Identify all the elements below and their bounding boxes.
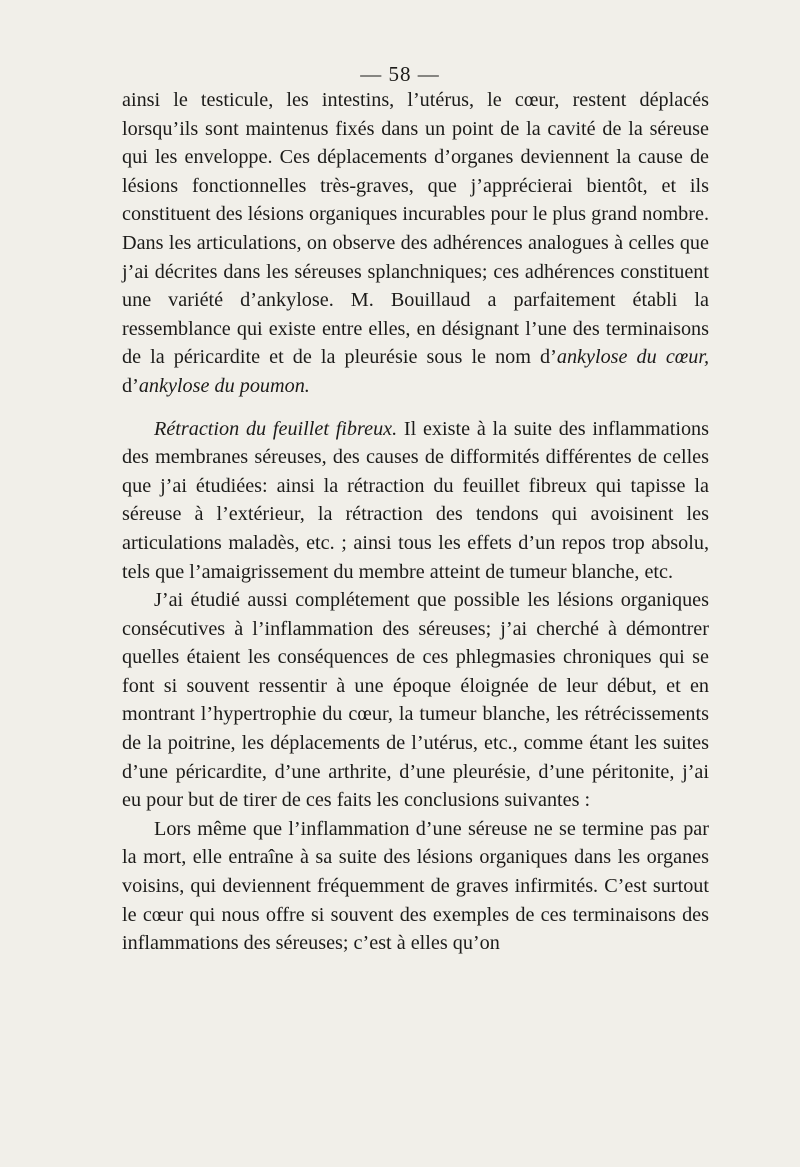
paragraph-text: ainsi le testicule, les intestins, l’utérus, le cœur, restent déplacés lorsqu’ils sont maintenus fixés dans un point de la cavité de la séreuse qui les enveloppe. Ces déplacements d’organes deviennent la cause de lésions fonctionnelles très-graves, que j’apprécierai bientôt, et ils constituent des lésions organiques incurables pour le plus grand nombre. Dans les articulations, on observe des adhérences analogues à celles que j’ai décrites dans les séreuses splanchniques; ces adhérences constituent une variété d’ankylose. M. Bouillaud a parfaitement établi la ressemblance qui existe entre elles, en désignant l’une des terminaisons de la péricardite et de la pleurésie sous le nom d’ [122, 89, 709, 369]
italic-term-ankylose-coeur: ankylose du cœur, [556, 346, 709, 369]
body-text [122, 86, 709, 958]
paragraph-conclusions: Lors même que l’inflammation d’une séreuse ne se termine pas par la mort, elle entraîne à sa suite des lésions organiques dans les organes voisins, qui deviennent fréquemment de graves infirmités. C’est surtout le cœur qui nous offre si souvent des exemples de ces terminaisons des inflammations des séreuses; c’est à elles qu’on [122, 817, 709, 955]
italic-term-ankylose-poumon: ankylose du poumon. [138, 374, 310, 397]
section-heading-retraction: Rétraction du feuillet fibreux. [154, 417, 398, 440]
paragraph-retraction [122, 415, 709, 587]
paragraph-adhesions [122, 86, 709, 401]
page-number: — 58 — [360, 62, 440, 86]
paragraph-text: Il existe à la suite des inflammations des membranes séreuses, des causes de difformités différentes de celles que j’ai étudiées: ainsi la rétraction du feuillet fibreux qui tapisse la séreuse à l’extérieur, la rétraction des tendons qui avoisinent les articulations maladès, etc. ; ainsi tous les effets d’un repos trop absolu, tels que l’amaigrissement du membre atteint de tumeur blanche, etc. [122, 417, 709, 583]
paragraph-organic-lesions: J’ai étudié aussi complétement que possible les lésions organiques consécutives à l’inflammation des séreuses; j’ai cherché à démontrer quelles étaient les conséquences de ces phlegmasies chroniques qui se font si souvent ressentir à une époque éloignée de leur début, et en montrant l’hypertrophie du cœur, la tumeur blanche, les rétrécissements de la poitrine, les déplacements de l’utérus, etc., comme étant les suites d’une péricardite, d’une arthrite, d’une pleurésie, d’une péritonite, j’ai eu pour but de tirer de ces faits les conclusions suivantes : [122, 589, 709, 812]
paragraph-text: d’ [122, 374, 139, 397]
